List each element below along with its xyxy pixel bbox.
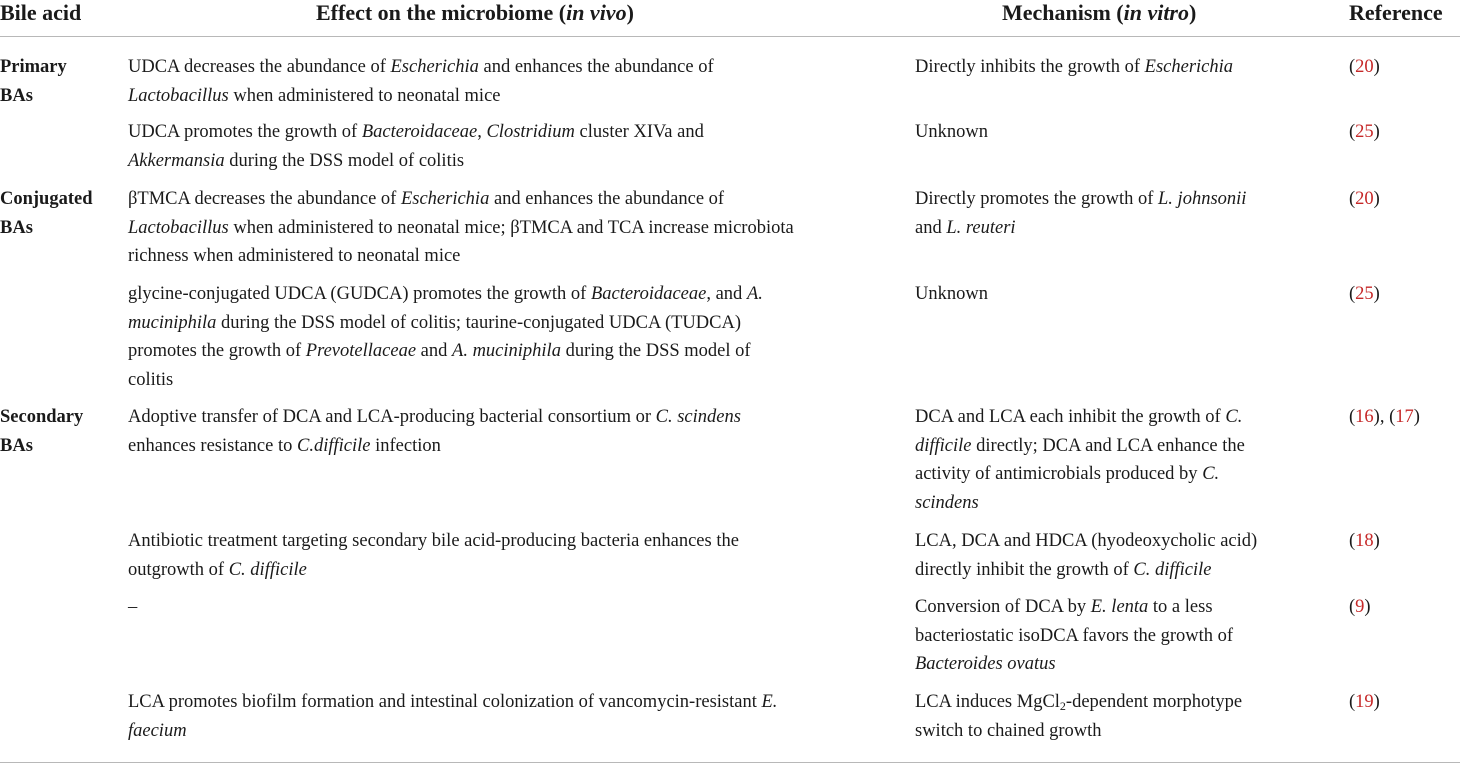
reference-link[interactable]: 19	[1355, 692, 1374, 712]
row7-effect: –	[128, 597, 138, 617]
group-primary-bas: Primary BAs	[0, 57, 67, 106]
row6-mechanism: LCA, DCA and HDCA (hyodeoxycholic acid) directly inhibit the growth of C. difficile	[915, 531, 1258, 580]
row4-mechanism: Unknown	[915, 284, 988, 304]
row6-reference: (18)	[1349, 531, 1380, 551]
reference-link[interactable]: 25	[1355, 122, 1374, 142]
row3-mechanism: Directly promotes the growth of L. johnsonii and L. reuteri	[915, 189, 1247, 238]
row3-effect: βTMCA decreases the abundance of Escherichia and enhances the abundance of Lactobacillus when administered to neonatal mice; βTMCA and TCA increase microbiota richness when administered to neonatal mice	[128, 189, 794, 266]
row7-mechanism: Conversion of DCA by E. lenta to a less bacteriostatic isoDCA favors the growth of Bacteroides ovatus	[915, 597, 1234, 674]
reference-link[interactable]: 9	[1355, 597, 1365, 617]
row8-reference: (19)	[1349, 692, 1380, 712]
reference-link[interactable]: 20	[1355, 189, 1374, 209]
header-bile-acid: Bile acid	[0, 0, 82, 25]
row2-reference: (25)	[1349, 122, 1380, 142]
row2-effect: UDCA promotes the growth of Bacteroidaceae, Clostridium cluster XIVa and Akkermansia during the DSS model of colitis	[128, 122, 704, 171]
reference-link[interactable]: 18	[1355, 531, 1374, 551]
header-reference: Reference	[1349, 0, 1443, 25]
row5-mechanism: DCA and LCA each inhibit the growth of C. difficile directly; DCA and LCA enhance the activity of antimicrobials produced by C. scindens	[915, 407, 1245, 513]
row5-effect: Adoptive transfer of DCA and LCA-producing bacterial consortium or C. scindens enhances resistance to C.difficile infection	[128, 407, 741, 456]
row1-reference: (20)	[1349, 57, 1380, 77]
row6-effect: Antibiotic treatment targeting secondary bile acid-producing bacteria enhances the outgrowth of C. difficile	[128, 531, 739, 580]
row4-reference: (25)	[1349, 284, 1380, 304]
table-bottom-rule	[0, 762, 1460, 763]
header-mechanism: Mechanism (in vitro)	[1002, 0, 1197, 25]
group-secondary-bas: Secondary BAs	[0, 407, 84, 456]
row3-reference: (20)	[1349, 189, 1380, 209]
group-conjugated-bas: Conjugated BAs	[0, 189, 93, 238]
row5-reference: (16), (17)	[1349, 407, 1420, 427]
row8-effect: LCA promotes biofilm formation and intestinal colonization of vancomycin-resistant E. faecium	[128, 692, 778, 741]
row7-reference: (9)	[1349, 597, 1371, 617]
reference-link[interactable]: 20	[1355, 57, 1374, 77]
header-effect: Effect on the microbiome (in vivo)	[316, 0, 634, 25]
reference-link[interactable]: 25	[1355, 284, 1374, 304]
row1-effect: UDCA decreases the abundance of Escherichia and enhances the abundance of Lactobacillus when administered to neonatal mice	[128, 57, 714, 106]
row1-mechanism: Directly inhibits the growth of Escherichia	[915, 57, 1234, 77]
row8-mechanism: LCA induces MgCl$_2$-dependent morphotype switch to chained growth	[915, 692, 1243, 741]
reference-link[interactable]: 17	[1395, 407, 1414, 427]
table-header	[0, 0, 1460, 37]
row2-mechanism: Unknown	[915, 122, 988, 142]
reference-link[interactable]: 16	[1355, 407, 1374, 427]
row4-effect: glycine-conjugated UDCA (GUDCA) promotes the growth of Bacteroidaceae, and A. muciniphila during the DSS model of colitis; taurine-conjugated UDCA (TUDCA) promotes the growth of Prevotellaceae and A. muciniphila during the DSS model of colitis	[128, 284, 763, 390]
